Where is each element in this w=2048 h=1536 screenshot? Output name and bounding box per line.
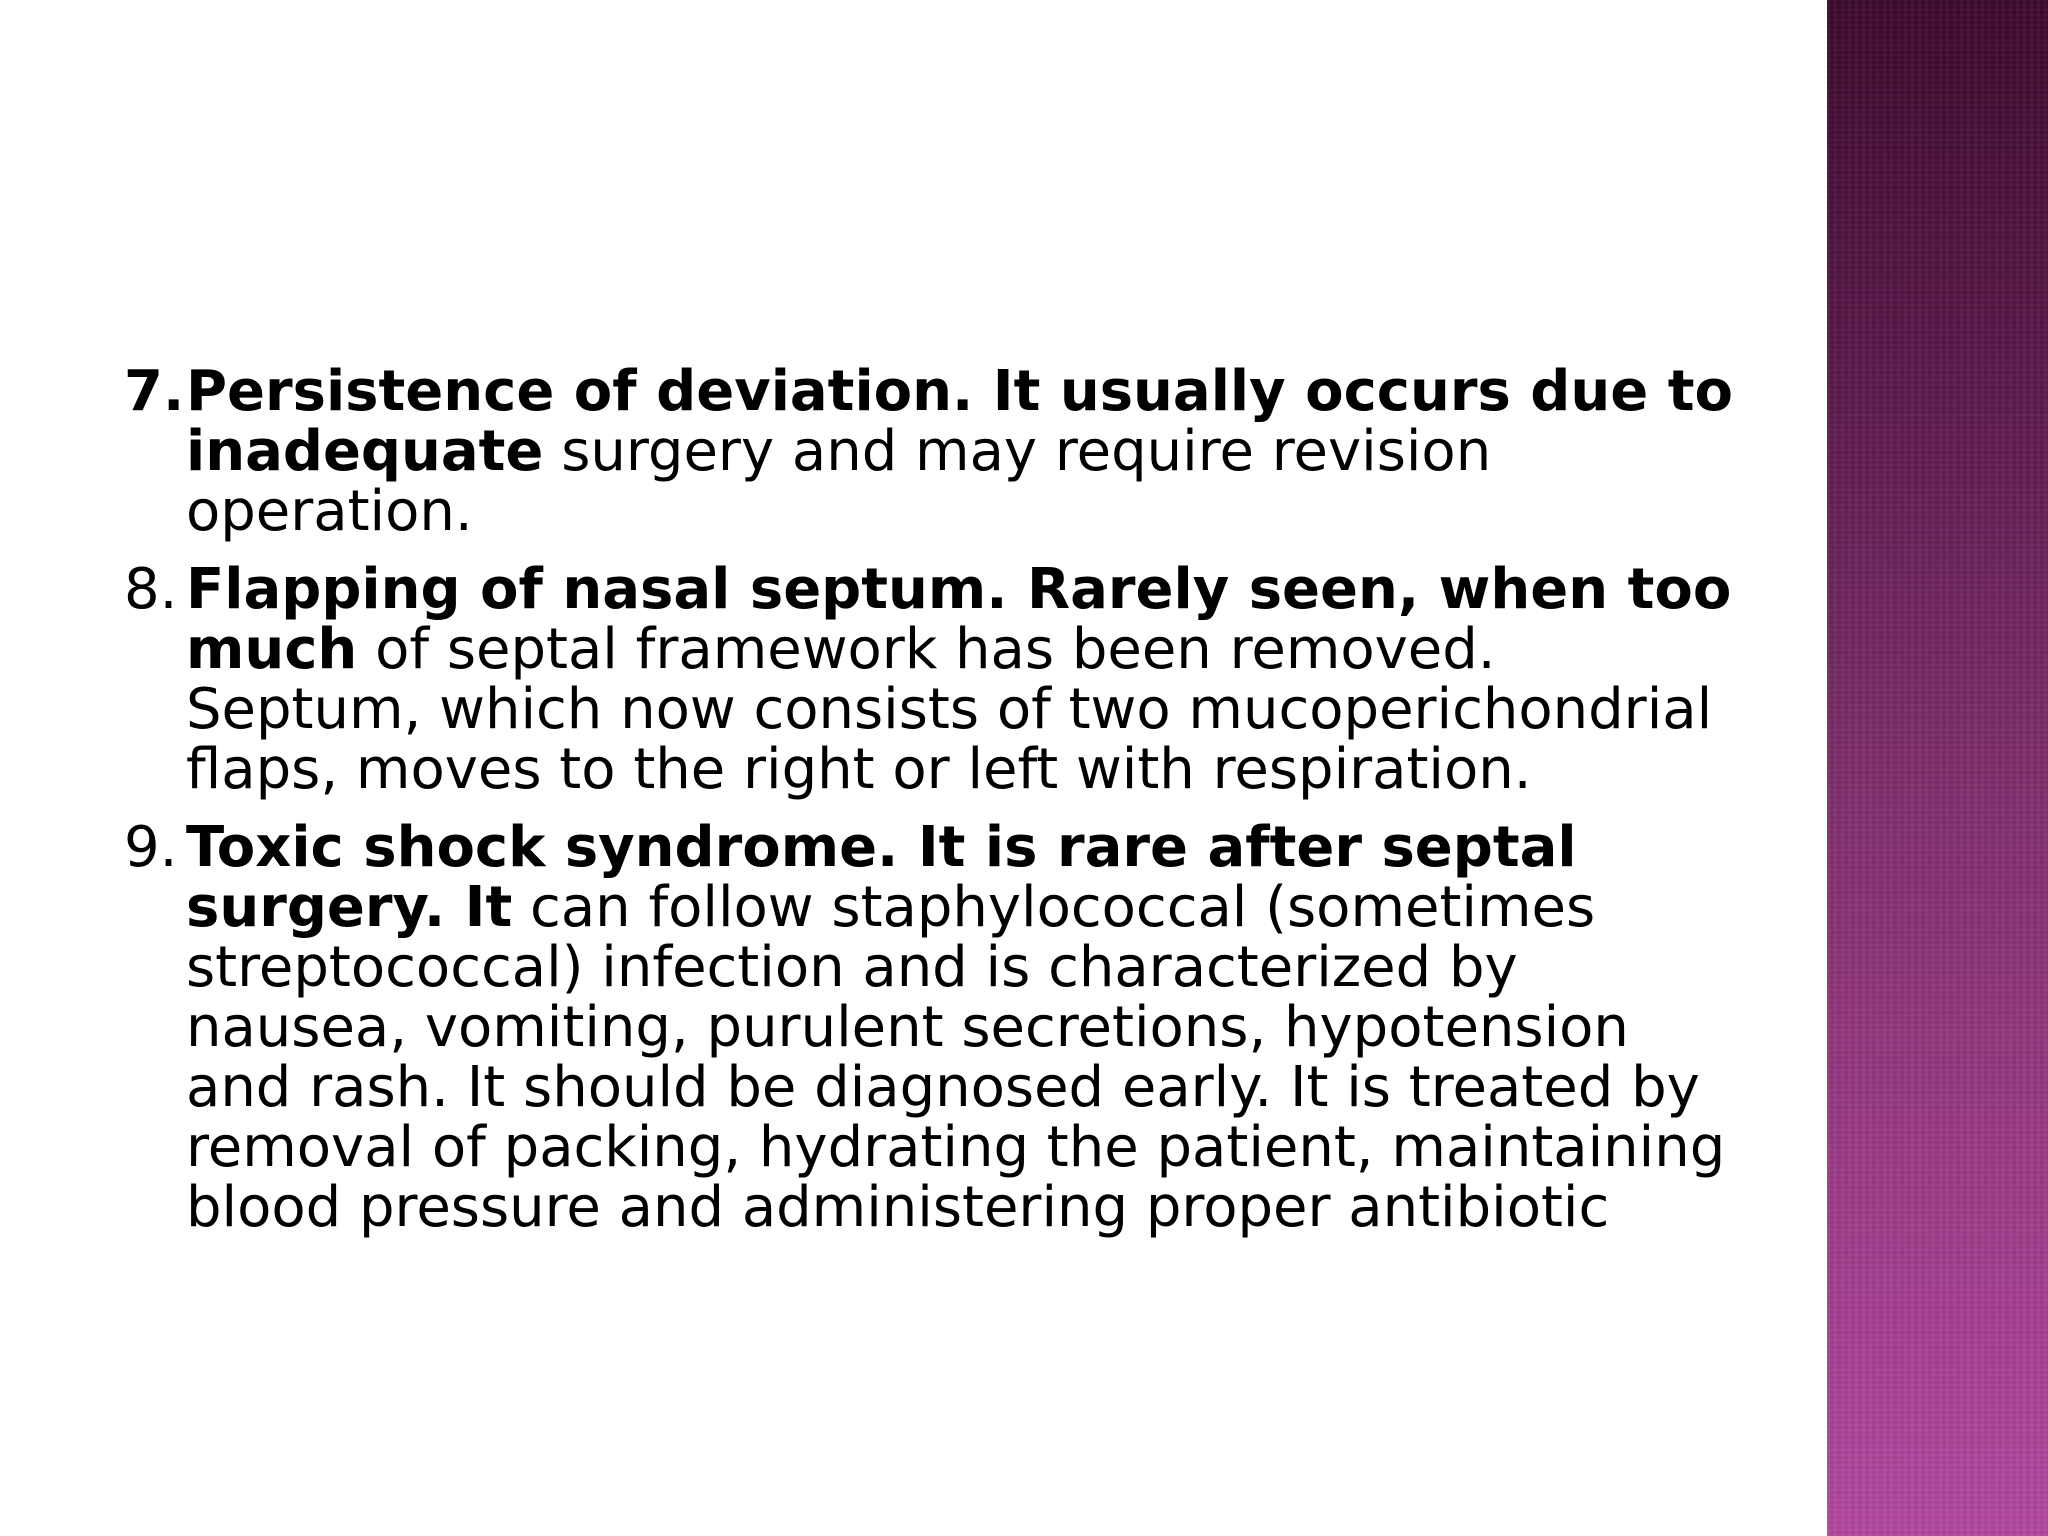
decorative-side-band [1827,0,2048,1536]
item-number: 9. [124,815,178,880]
slide-body [124,359,1744,1256]
item-heading: Toxic shock syndrome. It is rare after septal surgery. It [186,815,1577,940]
list-item-7 [124,359,1744,544]
list-item-8 [124,557,1744,802]
list-item-9 [124,815,1744,1240]
item-heading: Persistence of deviation. It usually occurs due to inadequate [186,359,1733,484]
item-heading: Flapping of nasal septum. Rarely seen, when too much [186,557,1732,682]
item-number: 7. [124,359,185,424]
item-text: surgery and may require revision operation. [186,419,1492,544]
item-text: can follow staphylococcal (sometimes streptococcal) infection and is characterized by nausea, vomiting, purulent secretions, hypotension and rash. It should be diagnosed early. It is treated by removal of packing, hydrating the patient, maintaining blood pressure and administering proper antibiotic [186,875,1726,1240]
item-number: 8. [124,557,178,622]
item-text: of septal framework has been removed. Septum, which now consists of two mucoperichondrial flaps, moves to the right or left with respiration. [186,617,1713,802]
